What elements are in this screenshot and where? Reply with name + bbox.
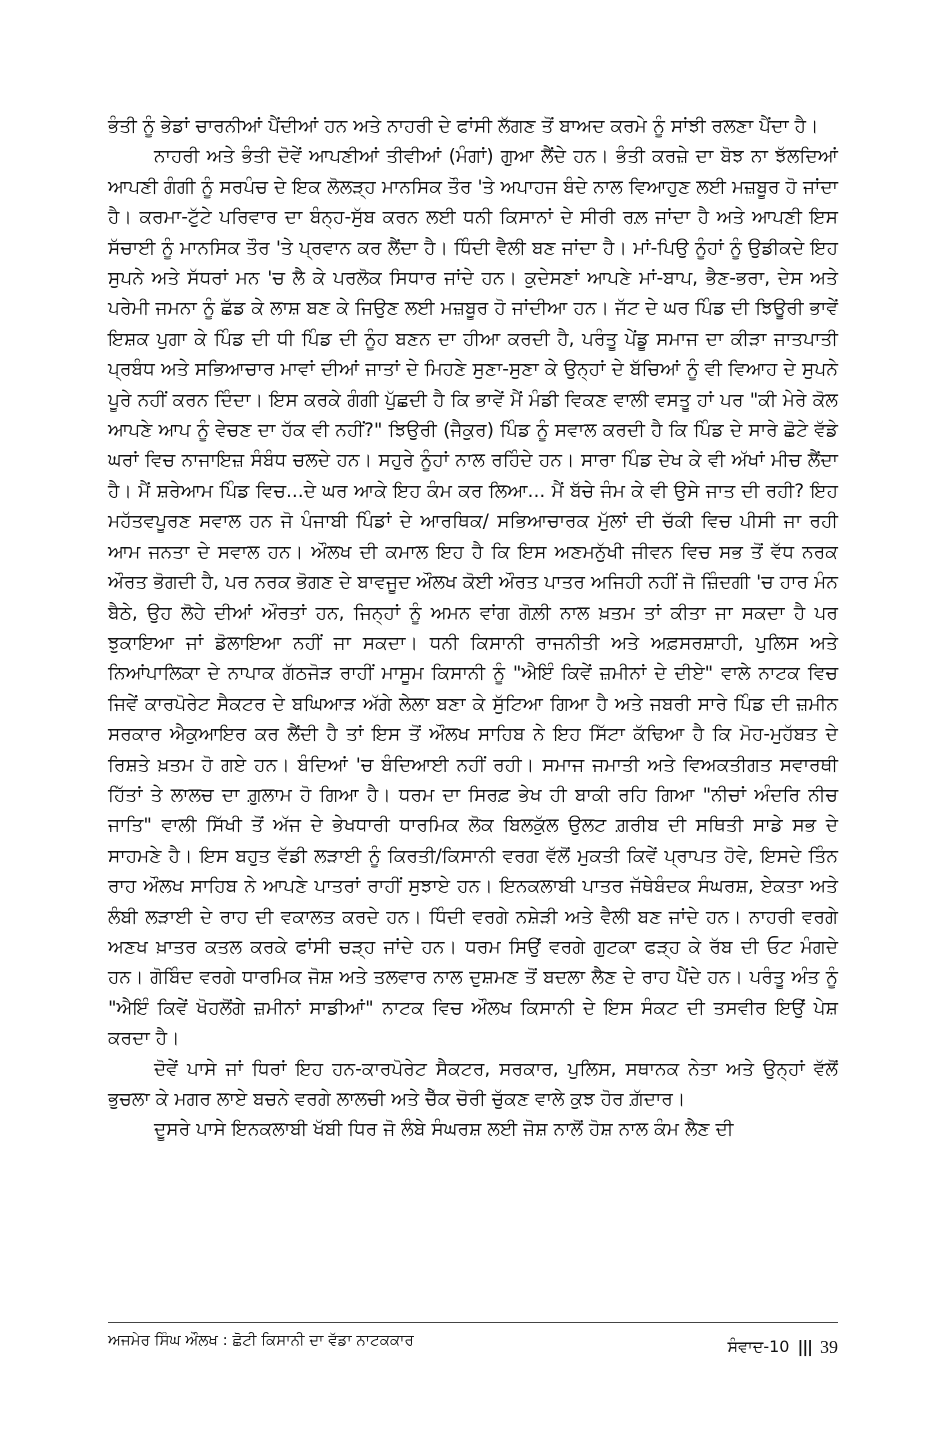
paragraph-two-sides: ਦੋਵੇਂ ਪਾਸੇ ਜਾਂ ਧਿਰਾਂ ਇਹ ਹਨ-ਕਾਰਪੋਰੇਟ ਸੈਕਟਰ, ਸਰਕਾਰ, ਪੁਲਿਸ, ਸਥਾਨਕ ਨੇਤਾ ਅਤੇ ਉਨ੍ਹਾਂ ਵੱਲੋਂ ਭੁਚਲਾ ਕੇ ਮਗਰ ਲਾਏ ਬਚਨੇ ਵਰਗੇ ਲਾਲਚੀ ਅਤੇ ਚੈੱਕ ਚੋਰੀ ਚੁੱਕਣ ਵਾਲੇ ਕੁਝ ਹੋਰ ਗ਼ੱਦਾਰ। [108, 1058, 838, 1110]
running-footer-title: ਅਜਮੇਰ ਸਿੰਘ ਔਲਖ : ਛੋਟੀ ਕਿਸਾਨੀ ਦਾ ਵੱਡਾ ਨਾਟਕਕਾਰ [108, 1331, 414, 1349]
body-text [108, 112, 838, 1146]
footer-divider [108, 1322, 838, 1323]
journal-name: ਸੰਵਾਦ-10 [727, 1337, 790, 1356]
page-number: 39 [820, 1337, 838, 1357]
paragraph-main: ਨਾਹਰੀ ਅਤੇ ਭੰਤੀ ਦੋਵੇਂ ਆਪਣੀਆਂ ਤੀਵੀਆਂ (ਮੰਗਾਂ) ਗੁਆ ਲੈਂਦੇ ਹਨ। ਭੰਤੀ ਕਰਜ਼ੇ ਦਾ ਬੋਝ ਨਾ ਝੱਲਦਿਆਂ ਆਪਣੀ ਗੰਗੀ ਨੂੰ ਸਰਪੰਚ ਦੇ ਇਕ ਲੋਲੜ੍ਹ ਮਾਨਸਿਕ ਤੌਰ 'ਤੇ ਅਪਾਹਜ ਬੰਦੇ ਨਾਲ ਵਿਆਹੁਣ ਲਈ ਮਜ਼ਬੂਰ ਹੋ ਜਾਂਦਾ ਹੈ। ਕਰਮਾ-ਟੁੱਟੇ ਪਰਿਵਾਰ ਦਾ ਬੰਨ੍ਹ-ਸੁੱਬ ਕਰਨ ਲਈ ਧਨੀ ਕਿਸਾਨਾਂ ਦੇ ਸੀਰੀ ਰਲ਼ ਜਾਂਦਾ ਹੈ ਅਤੇ ਆਪਣੀ ਇਸ ਸੱਚਾਈ ਨੂੰ ਮਾਨਸਿਕ ਤੌਰ 'ਤੇ ਪ੍ਰਵਾਨ ਕਰ ਲੈਂਦਾ ਹੈ। ਧਿੰਦੀ ਵੈਲੀ ਬਣ ਜਾਂਦਾ ਹੈ। ਮਾਂ-ਪਿਉ ਨੂੰਹਾਂ ਨੂੰ ਉਡੀਕਦੇ ਇਹ ਸੁਪਨੇ ਅਤੇ ਸੱਧਰਾਂ ਮਨ 'ਚ ਲੈ ਕੇ ਪਰਲੋਕ ਸਿਧਾਰ ਜਾਂਦੇ ਹਨ। ਕੁਦੇਸਣਾਂ ਆਪਣੇ ਮਾਂ-ਬਾਪ, ਭੈਣ-ਭਰਾ, ਦੇਸ ਅਤੇ ਪਰੇਮੀ ਜਮਨਾ ਨੂੰ ਛੱਡ ਕੇ ਲਾਸ਼ ਬਣ ਕੇ ਜਿਉਣ ਲਈ ਮਜ਼ਬੂਰ ਹੋ ਜਾਂਦੀਆ ਹਨ। ਜੱਟ ਦੇ ਘਰ ਪਿੰਡ ਦੀ ਝਿਊਰੀ ਭਾਵੇਂ ਇਸ਼ਕ ਪੁਗਾ ਕੇ ਪਿੰਡ ਦੀ ਧੀ ਪਿੰਡ ਦੀ ਨੂੰਹ ਬਣਨ ਦਾ ਹੀਆ ਕਰਦੀ ਹੈ, ਪਰੰਤੂ ਪੇਂਡੂ ਸਮਾਜ ਦਾ ਕੀੜਾ ਜਾਤਪਾਤੀ ਪ੍ਰਬੰਧ ਅਤੇ ਸਭਿਆਚਾਰ ਮਾਵਾਂ ਦੀਆਂ ਜਾਤਾਂ ਦੇ ਮਿਹਣੇ ਸੁਣਾ-ਸੁਣਾ ਕੇ ਉਨ੍ਹਾਂ ਦੇ ਬੱਚਿਆਂ ਨੂੰ ਵੀ ਵਿਆਹ ਦੇ ਸੁਪਨੇ ਪੂਰੇ ਨਹੀਂ ਕਰਨ ਦਿੰਦਾ। ਇਸ ਕਰਕੇ ਗੰਗੀ ਪੁੱਛਦੀ ਹੈ ਕਿ ਭਾਵੇਂ ਮੈਂ ਮੰਡੀ ਵਿਕਣ ਵਾਲੀ ਵਸਤੂ ਹਾਂ ਪਰ "ਕੀ ਮੇਰੇ ਕੋਲ ਆਪਣੇ ਆਪ ਨੂੰ ਵੇਚਣ ਦਾ ਹੱਕ ਵੀ ਨਹੀਂ?" ਝਿਉਰੀ (ਜੈਕੁਰ) ਪਿੰਡ ਨੂੰ ਸਵਾਲ ਕਰਦੀ ਹੈ ਕਿ ਪਿੰਡ ਦੇ ਸਾਰੇ ਛੋਟੇ ਵੱਡੇ ਘਰਾਂ ਵਿਚ ਨਾਜਾਇਜ਼ ਸੰਬੰਧ ਚਲਦੇ ਹਨ। ਸਹੁਰੇ ਨੂੰਹਾਂ ਨਾਲ ਰਹਿੰਦੇ ਹਨ। ਸਾਰਾ ਪਿੰਡ ਦੇਖ ਕੇ ਵੀ ਅੱਖਾਂ ਮੀਚ ਲੈਂਦਾ ਹੈ। ਮੈਂ ਸ਼ਰੇਆਮ ਪਿੰਡ ਵਿਚ...ਦੇ ਘਰ ਆਕੇ ਇਹ ਕੰਮ ਕਰ ਲਿਆ... ਮੈਂ ਬੱਚੇ ਜੰਮ ਕੇ ਵੀ ਉਸੇ ਜਾਤ ਦੀ ਰਹੀ? ਇਹ ਮਹੱਤਵਪੂਰਣ ਸਵਾਲ ਹਨ ਜੋ ਪੰਜਾਬੀ ਪਿੰਡਾਂ ਦੇ ਆਰਥਿਕ/ ਸਭਿਆਚਾਰਕ ਮੁੱਲਾਂ ਦੀ ਚੱਕੀ ਵਿਚ ਪੀਸੀ ਜਾ ਰਹੀ ਆਮ ਜਨਤਾ ਦੇ ਸਵਾਲ ਹਨ। ਔਲਖ ਦੀ ਕਮਾਲ ਇਹ ਹੈ ਕਿ ਇਸ ਅਣਮਨੁੱਖੀ ਜੀਵਨ ਵਿਚ ਸਭ ਤੋਂ ਵੱਧ ਨਰਕ ਔਰਤ ਭੋਗਦੀ ਹੈ, ਪਰ ਨਰਕ ਭੋਗਣ ਦੇ ਬਾਵਜੂਦ ਔਲਖ ਕੋਈ ਔਰਤ ਪਾਤਰ ਅਜਿਹੀ ਨਹੀਂ ਜੋ ਜ਼ਿੰਦਗੀ 'ਚ ਹਾਰ ਮੰਨ ਬੈਠੇ, ਉਹ ਲੋਹੇ ਦੀਆਂ ਔਰਤਾਂ ਹਨ, ਜਿਨ੍ਹਾਂ ਨੂੰ ਅਮਨ ਵਾਂਗ ਗੋਲ਼ੀ ਨਾਲ ਖ਼ਤਮ ਤਾਂ ਕੀਤਾ ਜਾ ਸਕਦਾ ਹੈ ਪਰ ਝੁਕਾਇਆ ਜਾਂ ਡੋਲਾਇਆ ਨਹੀਂ ਜਾ ਸਕਦਾ। ਧਨੀ ਕਿਸਾਨੀ ਰਾਜਨੀਤੀ ਅਤੇ ਅਫ਼ਸਰਸ਼ਾਹੀ, ਪੁਲਿਸ ਅਤੇ ਨਿਆਂਪਾਲਿਕਾ ਦੇ ਨਾਪਾਕ ਗੱਠਜੋੜ ਰਾਹੀਂ ਮਾਸੂਮ ਕਿਸਾਨੀ ਨੂੰ "ਐਇੰ ਕਿਵੇਂ ਜ਼ਮੀਨਾਂ ਦੇ ਦੀਏ" ਵਾਲੇ ਨਾਟਕ ਵਿਚ ਜਿਵੇਂ ਕਾਰਪੋਰੇਟ ਸੈਕਟਰ ਦੇ ਬਘਿਆੜ ਅੱਗੇ ਲੇਲਾ ਬਣਾ ਕੇ ਸੁੱਟਿਆ ਗਿਆ ਹੈ ਅਤੇ ਜਬਰੀ ਸਾਰੇ ਪਿੰਡ ਦੀ ਜ਼ਮੀਨ ਸਰਕਾਰ ਐਕੁਆਇਰ ਕਰ ਲੈਂਦੀ ਹੈ ਤਾਂ ਇਸ ਤੋਂ ਔਲਖ ਸਾਹਿਬ ਨੇ ਇਹ ਸਿੱਟਾ ਕੱਢਿਆ ਹੈ ਕਿ ਮੋਹ-ਮੁਹੱਬਤ ਦੇ ਰਿਸ਼ਤੇ ਖ਼ਤਮ ਹੋ ਗਏ ਹਨ। ਬੰਦਿਆਂ 'ਚ ਬੰਦਿਆਈ ਨਹੀਂ ਰਹੀ। ਸਮਾਜ ਜਮਾਤੀ ਅਤੇ ਵਿਅਕਤੀਗਤ ਸਵਾਰਥੀ ਹਿੱਤਾਂ ਤੇ ਲਾਲਚ ਦਾ ਗ਼ੁਲਾਮ ਹੋ ਗਿਆ ਹੈ। ਧਰਮ ਦਾ ਸਿਰਫ਼ ਭੇਖ ਹੀ ਬਾਕੀ ਰਹਿ ਗਿਆ "ਨੀਚਾਂ ਅੰਦਰਿ ਨੀਚ ਜਾਤਿ" ਵਾਲੀ ਸਿੱਖੀ ਤੋਂ ਅੱਜ ਦੇ ਭੇਖਧਾਰੀ ਧਾਰਮਿਕ ਲੋਕ ਬਿਲਕੁੱਲ ਉਲਟ ਗ਼ਰੀਬ ਦੀ ਸਥਿਤੀ ਸਾਡੇ ਸਭ ਦੇ ਸਾਹਮਣੇ ਹੈ। ਇਸ ਬਹੁਤ ਵੱਡੀ ਲੜਾਈ ਨੂੰ ਕਿਰਤੀ/ਕਿਸਾਨੀ ਵਰਗ ਵੱਲੋਂ ਮੁਕਤੀ ਕਿਵੇਂ ਪ੍ਰਾਪਤ ਹੋਵੇ, ਇਸਦੇ ਤਿੰਨ ਰਾਹ ਔਲਖ ਸਾਹਿਬ ਨੇ ਆਪਣੇ ਪਾਤਰਾਂ ਰਾਹੀਂ ਸੁਝਾਏ ਹਨ। ਇਨਕਲਾਬੀ ਪਾਤਰ ਜੱਥੇਬੰਦਕ ਸੰਘਰਸ਼, ਏਕਤਾ ਅਤੇ ਲੰਬੀ ਲੜਾਈ ਦੇ ਰਾਹ ਦੀ ਵਕਾਲਤ ਕਰਦੇ ਹਨ। ਧਿੰਦੀ ਵਰਗੇ ਨਸ਼ੇੜੀ ਅਤੇ ਵੈਲੀ ਬਣ ਜਾਂਦੇ ਹਨ। ਨਾਹਰੀ ਵਰਗੇ ਅਣਖ ਖ਼ਾਤਰ ਕਤਲ ਕਰਕੇ ਫਾਂਸੀ ਚੜ੍ਹ ਜਾਂਦੇ ਹਨ। ਧਰਮ ਸਿਉਂ ਵਰਗੇ ਗੁਟਕਾ ਫੜ੍ਹ ਕੇ ਰੱਬ ਦੀ ਓਟ ਮੰਗਦੇ ਹਨ। ਗੋਬਿੰਦ ਵਰਗੇ ਧਾਰਮਿਕ ਜੋਸ਼ ਅਤੇ ਤਲਵਾਰ ਨਾਲ ਦੁਸ਼ਮਣ ਤੋਂ ਬਦਲਾ ਲੈਣ ਦੇ ਰਾਹ ਪੈਂਦੇ ਹਨ। ਪਰੰਤੂ ਅੰਤ ਨੂੰ "ਐਇੰ ਕਿਵੇਂ ਖੋਹਲੋਂਗੇ ਜ਼ਮੀਨਾਂ ਸਾਡੀਆਂ" ਨਾਟਕ ਵਿਚ ਔਲਖ ਕਿਸਾਨੀ ਦੇ ਇਸ ਸੰਕਟ ਦੀ ਤਸਵੀਰ ਇਉਂ ਪੇਸ਼ ਕਰਦਾ ਹੈ। [108, 146, 838, 1050]
separator-bars-icon: ||| [797, 1337, 812, 1356]
paragraph-continued: ਭੰਤੀ ਨੂੰ ਭੇਡਾਂ ਚਾਰਨੀਆਂ ਪੈਂਦੀਆਂ ਹਨ ਅਤੇ ਨਾਹਰੀ ਦੇ ਫਾਂਸੀ ਲੱਗਣ ਤੋਂ ਬਾਅਦ ਕਰਮੇ ਨੂੰ ਸਾਂਝੀ ਰਲਣਾ ਪੈਂਦਾ ਹੈ। [108, 116, 819, 137]
paragraph-other-side: ਦੂਸਰੇ ਪਾਸੇ ਇਨਕਲਾਬੀ ਖੱਬੀ ਧਿਰ ਜੋ ਲੰਬੇ ਸੰਘਰਸ਼ ਲਈ ਜੋਸ਼ ਨਾਲੋਂ ਹੋਸ਼ ਨਾਲ ਕੰਮ ਲੈਣ ਦੀ [154, 1119, 734, 1141]
footer-page-info [727, 1336, 838, 1358]
